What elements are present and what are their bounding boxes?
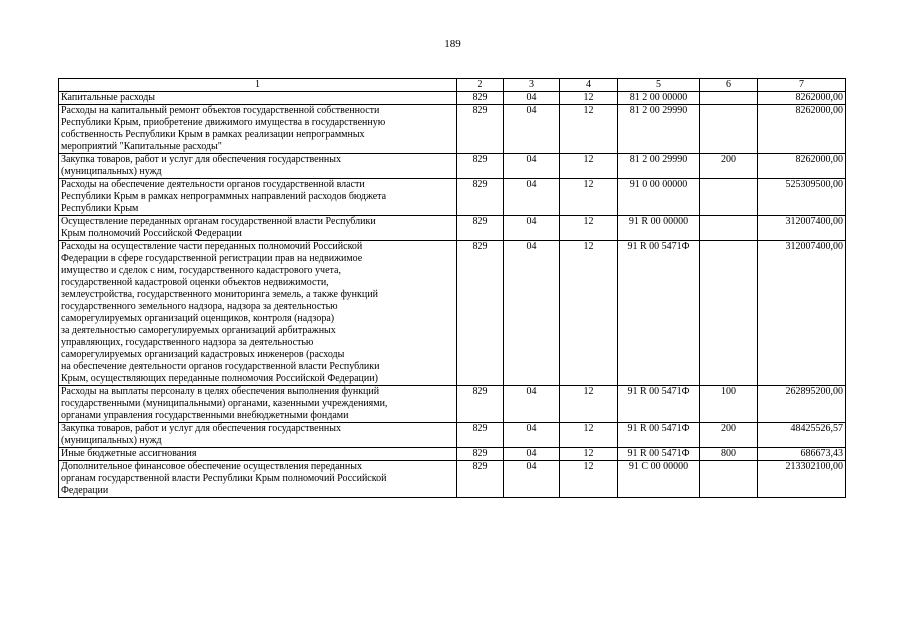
row-c6 xyxy=(700,179,758,216)
row-c2: 829 xyxy=(457,179,504,216)
row-c6: 200 xyxy=(700,423,758,448)
table-row xyxy=(59,423,846,448)
column-header: 7 xyxy=(758,79,846,92)
page-number: 189 xyxy=(444,38,461,50)
table-row xyxy=(59,216,846,241)
row-c2: 829 xyxy=(457,461,504,498)
row-c6 xyxy=(700,461,758,498)
row-c6: 100 xyxy=(700,386,758,423)
row-name: Расходы на капитальный ремонт объектов государственной собственности Республики Крым, приобретение движимого имущества в государственную собственность Республики Крым в рамках реализации непрограммных мероприятий "Капитальные расходы" xyxy=(59,105,457,154)
row-c2: 829 xyxy=(457,105,504,154)
row-c5: 91 R 00 5471Ф xyxy=(618,423,700,448)
row-c6 xyxy=(700,241,758,386)
row-amount: 262895200,00 xyxy=(758,386,846,423)
table-row xyxy=(59,179,846,216)
row-name: Осуществление переданных органам государственной власти Республики Крым полномочий Российской Федерации xyxy=(59,216,457,241)
row-amount: 312007400,00 xyxy=(758,216,846,241)
row-c4: 12 xyxy=(560,386,618,423)
column-header: 5 xyxy=(618,79,700,92)
row-c3: 04 xyxy=(504,448,560,461)
row-c2: 829 xyxy=(457,154,504,179)
row-c5: 81 2 00 00000 xyxy=(618,92,700,105)
row-name: Иные бюджетные ассигнования xyxy=(59,448,457,461)
row-c3: 04 xyxy=(504,216,560,241)
row-c3: 04 xyxy=(504,154,560,179)
row-c3: 04 xyxy=(504,241,560,386)
table-row xyxy=(59,105,846,154)
row-c4: 12 xyxy=(560,241,618,386)
row-c6: 800 xyxy=(700,448,758,461)
table-header-row xyxy=(59,79,846,92)
column-header: 6 xyxy=(700,79,758,92)
budget-table xyxy=(58,78,846,498)
row-name: Капитальные расходы xyxy=(59,92,457,105)
row-name: Расходы на выплаты персоналу в целях обеспечения выполнения функций государственными (муниципальными) органами, казенными учреждениями, органами управления государственными внебюджетными фондами xyxy=(59,386,457,423)
row-c4: 12 xyxy=(560,448,618,461)
row-name: Закупка товаров, работ и услуг для обеспечения государственных (муниципальных) нужд xyxy=(59,423,457,448)
table-row xyxy=(59,448,846,461)
row-c4: 12 xyxy=(560,461,618,498)
row-c2: 829 xyxy=(457,423,504,448)
row-c5: 91 R 00 00000 xyxy=(618,216,700,241)
row-name: Дополнительное финансовое обеспечение осуществления переданных органам государственной власти Республики Крым полномочий Российской Федерации xyxy=(59,461,457,498)
row-amount: 525309500,00 xyxy=(758,179,846,216)
row-c6 xyxy=(700,92,758,105)
row-name: Расходы на осуществление части переданных полномочий Российской Федерации в сфере государственной регистрации прав на недвижимое имущество и сделок с ним, государственного кадастрового учета, государственной кадастровой оценки объектов недвижимости, землеустройства, государственного мониторинга земель, а также функций государственного земельного надзора, надзора за деятельностью саморегулируемых организаций оценщиков, контроля (надзора) за деятельностью саморегулируемых организаций арбитражных управляющих, государственного надзора за деятельностью саморегулируемых организаций кадастровых инженеров (расходы на обеспечение деятельности органов государственной власти Республики Крым, осуществляющих переданные полномочия Российской Федерации) xyxy=(59,241,457,386)
row-c6 xyxy=(700,105,758,154)
row-c3: 04 xyxy=(504,423,560,448)
row-c3: 04 xyxy=(504,461,560,498)
row-amount: 48425526,57 xyxy=(758,423,846,448)
row-amount: 686673,43 xyxy=(758,448,846,461)
table-row xyxy=(59,154,846,179)
row-amount: 213302100,00 xyxy=(758,461,846,498)
row-c5: 81 2 00 29990 xyxy=(618,105,700,154)
row-name: Расходы на обеспечение деятельности органов государственной власти Республики Крым в рамках непрограммных направлений расходов бюджета Республики Крым xyxy=(59,179,457,216)
row-c2: 829 xyxy=(457,241,504,386)
column-header: 2 xyxy=(457,79,504,92)
row-c3: 04 xyxy=(504,386,560,423)
row-amount: 8262000,00 xyxy=(758,154,846,179)
row-amount: 8262000,00 xyxy=(758,105,846,154)
row-c2: 829 xyxy=(457,92,504,105)
table-row xyxy=(59,386,846,423)
row-c5: 91 R 00 5471Ф xyxy=(618,448,700,461)
row-name: Закупка товаров, работ и услуг для обеспечения государственных (муниципальных) нужд xyxy=(59,154,457,179)
row-c6: 200 xyxy=(700,154,758,179)
column-header: 1 xyxy=(59,79,457,92)
row-c5: 91 R 00 5471Ф xyxy=(618,241,700,386)
row-c5: 91 C 00 00000 xyxy=(618,461,700,498)
row-c4: 12 xyxy=(560,92,618,105)
row-c4: 12 xyxy=(560,423,618,448)
row-c3: 04 xyxy=(504,92,560,105)
row-c2: 829 xyxy=(457,386,504,423)
row-c3: 04 xyxy=(504,179,560,216)
table-row xyxy=(59,241,846,386)
column-header: 3 xyxy=(504,79,560,92)
row-c2: 829 xyxy=(457,448,504,461)
row-c3: 04 xyxy=(504,105,560,154)
row-amount: 312007400,00 xyxy=(758,241,846,386)
row-c2: 829 xyxy=(457,216,504,241)
table-row xyxy=(59,461,846,498)
row-c5: 81 2 00 29990 xyxy=(618,154,700,179)
table-row xyxy=(59,92,846,105)
row-amount: 8262000,00 xyxy=(758,92,846,105)
row-c4: 12 xyxy=(560,179,618,216)
row-c6 xyxy=(700,216,758,241)
row-c5: 91 0 00 00000 xyxy=(618,179,700,216)
row-c4: 12 xyxy=(560,216,618,241)
row-c5: 91 R 00 5471Ф xyxy=(618,386,700,423)
row-c4: 12 xyxy=(560,154,618,179)
row-c4: 12 xyxy=(560,105,618,154)
column-header: 4 xyxy=(560,79,618,92)
